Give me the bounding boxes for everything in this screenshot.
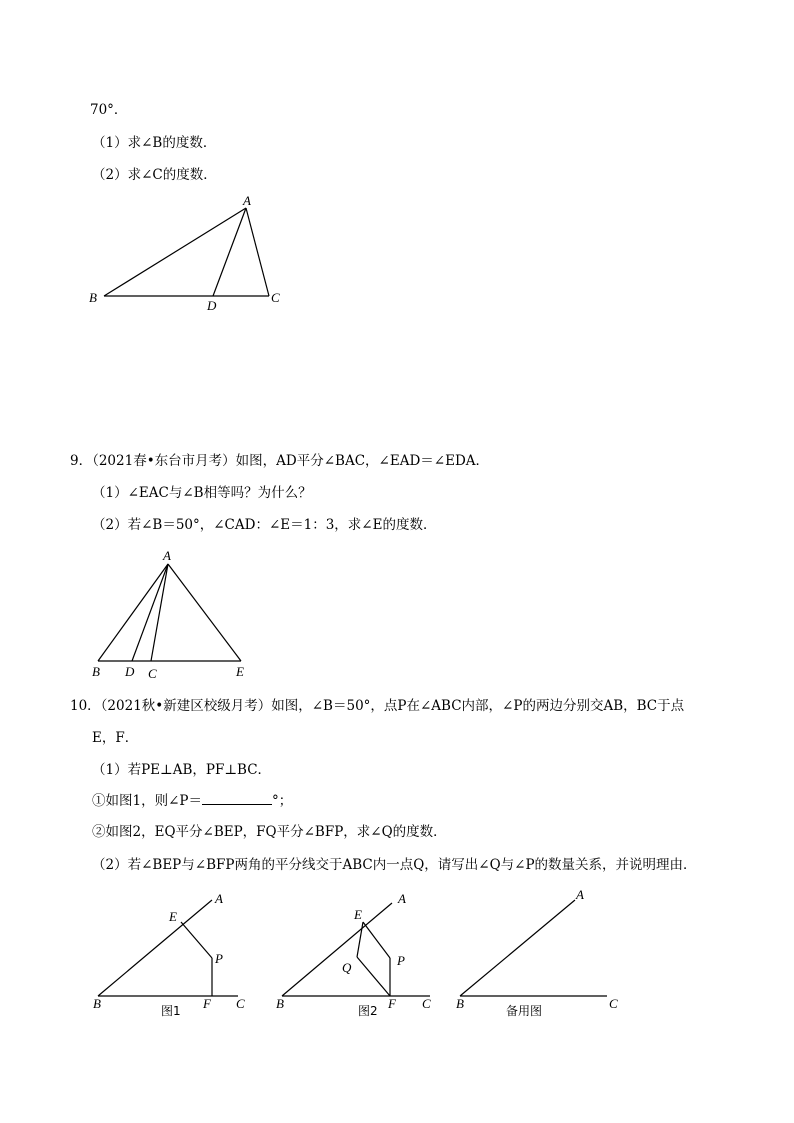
p8-label-A: A	[243, 193, 251, 208]
p8-label-B: B	[89, 290, 97, 305]
fig3-label-B: B	[456, 996, 464, 1011]
fig1-label-A: A	[215, 891, 223, 906]
p8-tail: 70°．	[90, 102, 128, 118]
p10-heading-cont: E，F．	[92, 730, 139, 746]
fig1-label-E: E	[169, 909, 177, 924]
p8-triangle-figure	[104, 208, 269, 296]
fig2-label-Q: Q	[342, 960, 352, 975]
p10-question-1: （1）若PE⊥AB，PF⊥BC．	[92, 762, 272, 778]
p10-sub-1-unit: °；	[271, 793, 293, 809]
p10-figure-1	[98, 900, 238, 996]
p10-figure-backup	[460, 900, 607, 996]
fig2-label-A: A	[398, 891, 406, 906]
fig3-label-A: A	[576, 887, 584, 902]
p8-question-1: （1）求∠B的度数．	[92, 135, 217, 151]
fig2-label-B: B	[276, 996, 284, 1011]
p8-question-2: （2）求∠C的度数．	[92, 167, 217, 183]
p9-label-B: B	[92, 664, 100, 679]
p9-heading: 9．（2021春•东台市月考）如图，AD平分∠BAC，∠EAD＝∠EDA．	[70, 453, 490, 469]
p10-heading: 10．（2021秋•新建区校级月考）如图，∠B＝50°，点P在∠ABC内部，∠P的两边分别交AB，BC于点	[70, 698, 685, 714]
p10-sub-2: ②如图2，EQ平分∠BEP，FQ平分∠BFP，求∠Q的度数．	[92, 824, 447, 840]
fig3-label-C: C	[609, 996, 618, 1011]
fig3-caption: 备用图	[506, 1004, 543, 1018]
fig2-label-C: C	[422, 996, 431, 1011]
fig1-caption: 图1	[161, 1004, 181, 1018]
fig1-label-F: F	[203, 996, 211, 1011]
p10-question-2: （2）若∠BEP与∠BFP两角的平分线交于ABC内一点Q，请写出∠Q与∠P的数量关系，并说明理由．	[92, 857, 697, 873]
fig1-label-C: C	[236, 996, 245, 1011]
p9-label-E: E	[236, 664, 244, 679]
p9-label-A: A	[163, 548, 171, 563]
fig2-label-P: P	[397, 953, 405, 968]
fig1-label-P: P	[215, 951, 223, 966]
fig1-label-B: B	[93, 996, 101, 1011]
p9-triangle-figure	[98, 564, 241, 661]
p10-sub-1-text: ①如图1，则∠P＝	[92, 793, 202, 809]
p8-label-D: D	[207, 298, 217, 313]
p9-question-2: （2）若∠B＝50°，∠CAD：∠E＝1：3，求∠E的度数．	[92, 517, 437, 533]
p9-label-C: C	[148, 666, 157, 681]
p9-label-D: D	[125, 664, 135, 679]
p8-label-C: C	[271, 290, 280, 305]
fig2-label-E: E	[354, 907, 362, 922]
fig2-caption: 图2	[358, 1004, 378, 1018]
fig2-label-F: F	[388, 996, 396, 1011]
p9-question-1: （1）∠EAC与∠B相等吗？为什么？	[92, 485, 312, 501]
